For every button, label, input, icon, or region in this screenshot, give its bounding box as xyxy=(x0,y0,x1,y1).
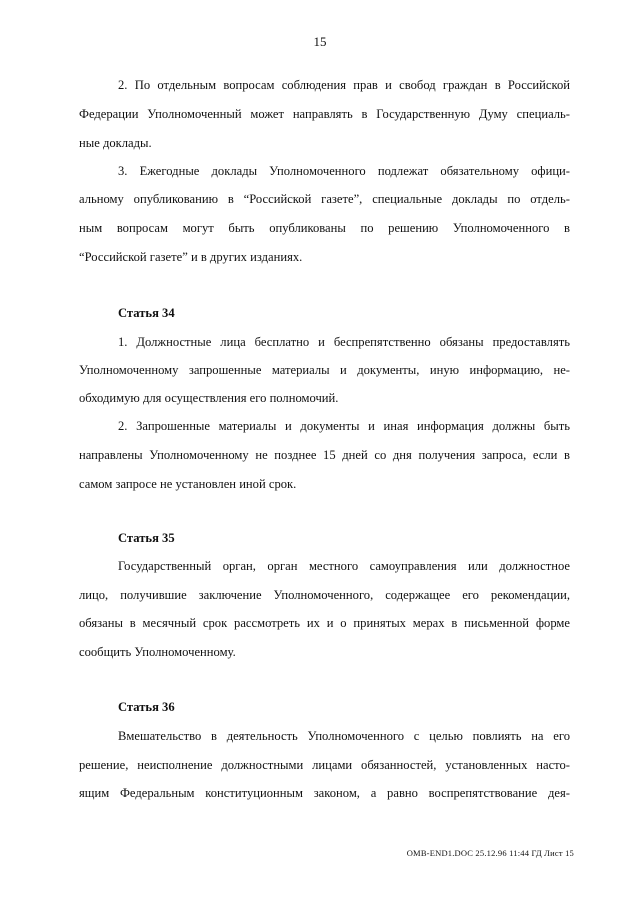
article-heading: Статья 36 xyxy=(118,700,175,714)
paragraph-line: Государственный орган, орган местного самоуправления или должностное xyxy=(118,559,570,573)
paragraph-line: ным вопросам могут быть опубликованы по решению Уполномоченного в xyxy=(79,221,570,235)
paragraph-line: ные доклады. xyxy=(79,136,152,150)
paragraph-line: 3. Ежегодные доклады Уполномоченного подлежат обязательному офици- xyxy=(118,164,570,178)
paragraph-line: Федерации Уполномоченный может направлять в Государственную Думу специаль- xyxy=(79,107,570,121)
paragraph-line: самом запросе не установлен иной срок. xyxy=(79,477,297,491)
paragraph-line: 2. Запрошенные материалы и документы и иная информация должны быть xyxy=(118,419,570,433)
article-heading: Статья 34 xyxy=(118,306,175,320)
paragraph-line: альному опубликованию в “Российской газете”, специальные доклады по отдель- xyxy=(79,192,570,206)
paragraph-line: сообщить Уполномоченному. xyxy=(79,645,236,659)
paragraph-line: 2. По отдельным вопросам соблюдения прав и свобод граждан в Российской xyxy=(118,78,570,92)
paragraph-line: Вмешательство в деятельность Уполномоченного с целью повлиять на его xyxy=(118,729,570,743)
paragraph-line: решение, неисполнение должностными лицами обязанностей, установленных насто- xyxy=(79,758,570,772)
paragraph-line: направлены Уполномоченному не позднее 15 дней со дня получения запроса, если в xyxy=(79,448,570,462)
paragraph-line: обязаны в месячный срок рассмотреть их и о принятых мерах в письменной форме xyxy=(79,616,570,630)
paragraph-line: лицо, получившие заключение Уполномоченного, содержащее его рекомендации, xyxy=(79,588,570,602)
paragraph-line: 1. Должностные лица бесплатно и беспрепятственно обязаны предоставлять xyxy=(118,335,570,349)
paragraph-line: ящим Федеральным конституционным законом, а равно воспрепятствование дея- xyxy=(79,786,570,800)
article-heading: Статья 35 xyxy=(118,531,175,545)
page-number: 15 xyxy=(313,34,327,49)
paragraph-line: обходимую для осуществления его полномочий. xyxy=(79,391,339,405)
document-footer: OMB-END1.DOC 25.12.96 11:44 ГД Лист 15 xyxy=(406,848,574,858)
paragraph-line: Уполномоченному запрошенные материалы и документы, иную информацию, не- xyxy=(79,363,570,377)
paragraph-line: “Российской газете” и в других изданиях. xyxy=(79,250,303,264)
